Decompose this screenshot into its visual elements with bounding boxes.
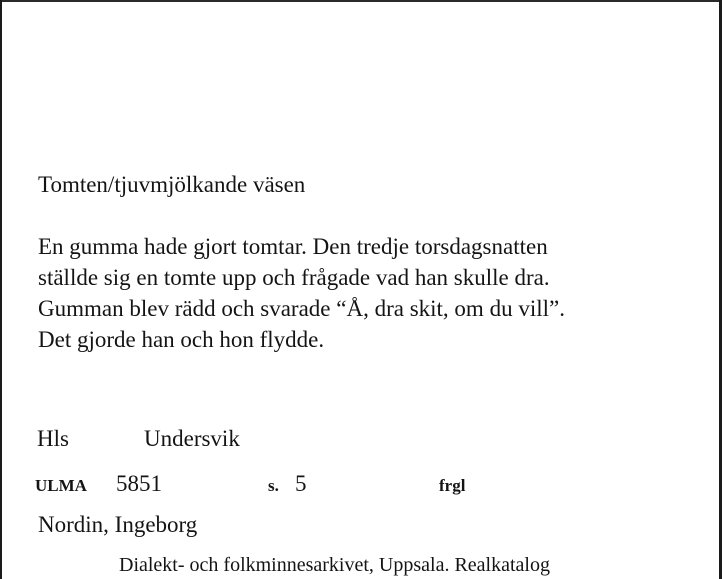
- archive-footer: Dialekt- och folkminnesarkivet, Uppsala. Realkatalog: [119, 554, 550, 576]
- card-left-edge: [0, 0, 2, 579]
- body-line-4: Det gjorde han och hon flydde.: [38, 327, 325, 352]
- parish-name: Undersvik: [144, 426, 240, 451]
- page-label: s.: [268, 476, 279, 495]
- archive-code: ULMA: [35, 476, 87, 495]
- form-code: frgl: [439, 476, 466, 495]
- card-body-text: [38, 231, 718, 355]
- body-line-3: Gumman blev rädd och svarade “Å, dra skit, om du vill”.: [38, 296, 565, 321]
- archive-number: 5851: [116, 471, 162, 496]
- card-title: Tomten/tjuvmjölkande väsen: [38, 172, 306, 197]
- card-top-edge: [0, 0, 722, 2]
- page-number: 5: [295, 471, 307, 496]
- region-code: Hls: [37, 426, 69, 451]
- body-line-1: En gumma hade gjort tomtar. Den tredje torsdagsnatten: [38, 234, 548, 259]
- informant-name: Nordin, Ingeborg: [38, 512, 198, 537]
- body-line-2: ställde sig en tomte upp och frågade vad han skulle dra.: [38, 265, 550, 290]
